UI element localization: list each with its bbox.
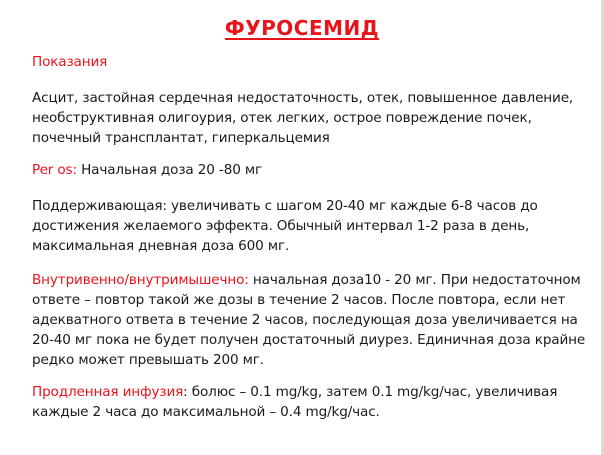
per-os-label: Per os: <box>32 162 77 178</box>
per-os-paragraph <box>32 160 592 180</box>
infusion-paragraph <box>32 382 592 422</box>
per-os-text: Начальная доза 20 -80 мг <box>76 162 262 178</box>
iv-im-label: Внутривенно/внутримышечно: <box>32 272 249 288</box>
iv-im-text: начальная доза10 - 20 мг. При недостаточном ответе – повтор такой же дозы в течение 2 часов. После повтора, если нет адекватного ответа в течение 2 часов, последующая доза увеличивается на 20-40 мг пока не будет получен достаточный диурез. Единичная доза крайне редко может превышать 200 мг. <box>32 272 586 368</box>
infusion-label: Продленная инфузия <box>32 384 184 400</box>
iv-im-paragraph <box>32 270 592 370</box>
indications-text: Асцит, застойная сердечная недостаточность, отек, повышенное давление, необструктивная олигоурия, отек легких, острое повреждение почек, почечный трансплантат, гиперкальцемия <box>32 90 574 146</box>
infusion-text: : болюс – 0.1 mg/kg, затем 0.1 mg/kg/час, увеличивая каждые 2 часа до максимальной – 0.4 mg/kg/час. <box>32 384 558 420</box>
page-title: ФУРОСЕМИД <box>224 16 380 40</box>
indications-heading: Показания <box>32 54 108 70</box>
maintenance-text: Поддерживающая: увеличивать с шагом 20-40 мг каждые 6-8 часов до достижения желаемого эффекта. Обычный интервал 1-2 раза в день, максимальная дневная доза 600 мг. <box>32 198 538 254</box>
